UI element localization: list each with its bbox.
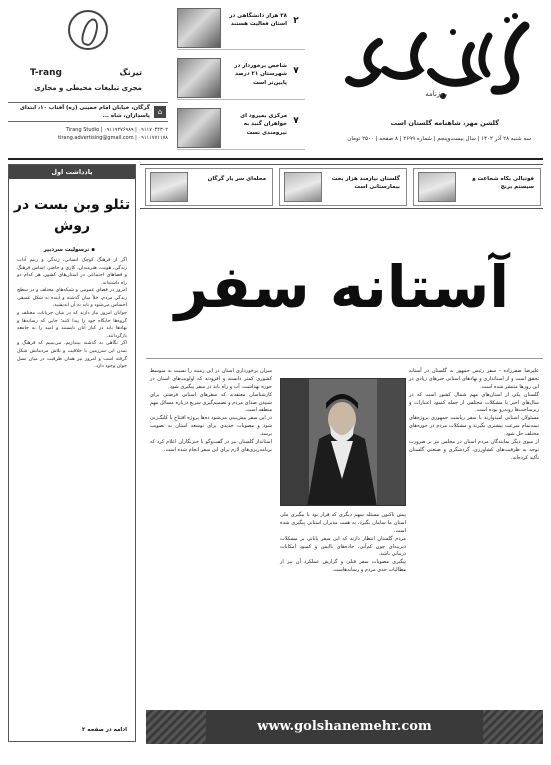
ad-address-text: گرگان، خیابان امام خمینی (ره) آفتاب ۱۰، ابتدای پاسداران، شاه ... [19, 105, 150, 119]
ad-contact [8, 126, 168, 142]
teaser-item[interactable] [177, 106, 305, 150]
ad-title: مجری تبلیغات محیطی و مجازی [34, 84, 142, 92]
newspaper-tagline: گلشن مهر، شاهنامه گلستان است [390, 119, 499, 127]
editorial-author: ▪ نرسولیت سردبیر [43, 247, 95, 253]
teaser-photo [177, 58, 221, 98]
teaser-page-number: ۲ [293, 16, 299, 26]
ad-brand-row [16, 68, 160, 82]
teaser-text: ۳۸ هزار دانشگاهی در استان فعالیت هستند [229, 13, 287, 28]
editorial-tag: یادداشت اول [9, 165, 135, 179]
article-column-middle: پیش تاکنون مسئله سهم دیگری که قرار بود با پیگیری ملی استان ما سامان بگیرد، به همت مدیران استانی پیگیری شده است. مردم گلستان انتظار دارند که این سفر پایانی بر مشکلات دیرینه‌ای چون کم‌آبی، جاده‌های ناایمن و کمبود امکانات درمانی باشد. پیگیری مصوبات سفر قبلی و گزارش عملکرد آن نیز از مطالبات جدی مردم و رسانه‌هاست. [280, 512, 406, 574]
teaser-item[interactable] [177, 56, 305, 100]
ad-contact-line: ۰۹۱۱۷۰۴۴۳۰۲ | ۰۹۱۱۹۲۷۶۹۸۹ | Tirang Studio [65, 127, 168, 133]
article-column-left: میزان برخورداری استان در این زمینه را نسبت به متوسط کشوری کمتر دانسته و افزودند که اولویت‌های استان در حوزه بهداشت، آب و راه باید در سفر پیگیری شود. کارشناسان معتقدند که سفرهای استانی فرصتی برای شنیدن صدای مردم و تصمیم‌گیری سریع درباره مسائل مهم منطقه است. در این سفر پیش‌بینی می‌شود ده‌ها پروژه افتتاح یا کلنگ‌زنی شود و مصوبات جدیدی برای توسعه استان به تصویب برسد. استاندار گلستان نیز در گفت‌وگو با خبرنگاران اعلام کرد که برنامه‌ریزی‌های لازم برای این سفر انجام شده است. [150, 368, 272, 453]
secondary-headline-box[interactable] [279, 168, 407, 206]
issue-info: سه شنبه ۲۸ آذر ۱۴۰۲ | سال بیست‌وپنجم | شماره ۲۶۹۹ | ۸ صفحه | ۲۵۰۰ تومان [347, 136, 531, 142]
president-photo-icon [280, 379, 405, 506]
teaser-page-number: ۷ [293, 116, 299, 126]
teaser-page-number: ۷ [293, 66, 299, 76]
advertisement-box[interactable] [8, 6, 168, 154]
header-divider [8, 158, 543, 160]
ad-contact-line: ۰۹۱۱۱۷۷۱۱۷۸ | tirang.advertising@gmail.com [58, 135, 168, 141]
secondary-headline-text: گلستان نیازمند هزار بخت بیمارستانی است [331, 176, 400, 191]
teaser-photo [177, 108, 221, 148]
secondary-headline-box[interactable] [145, 168, 273, 206]
tirang-logo-icon [68, 10, 108, 50]
ad-brand-fa: تیرنگ [119, 68, 142, 77]
footer-bar [146, 710, 543, 744]
secondary-headline-text: فوتبالی یکاه شجاعت و سیستم برنج [472, 176, 534, 191]
secondary-headline-text: محله‌ای سر یار گرگان [207, 176, 266, 182]
newspaper-kind: روزنامه [425, 90, 447, 98]
main-headline-area [150, 220, 540, 354]
article-photo [280, 378, 406, 506]
continue-link[interactable]: ادامه در صفحه ۲ [82, 727, 127, 733]
secondary-headlines [140, 164, 543, 209]
secondary-headline-box[interactable] [413, 168, 541, 206]
teaser-photo [177, 8, 221, 48]
ad-brand-en: T-rang [30, 68, 62, 78]
main-article [146, 362, 543, 708]
editorial-title[interactable]: تئلو وبن بست در روش [13, 197, 131, 234]
website-url[interactable]: www.golshanemehr.com [257, 719, 432, 734]
secondary-headline-photo [284, 172, 322, 202]
secondary-headline-photo [150, 172, 188, 202]
top-teasers [175, 6, 305, 154]
teaser-item[interactable] [177, 6, 305, 50]
editorial-body: اگر از فرهنگ کوچک انسانی، زندگی و ریتم آداب زندگی، هویت، هنرمندان، کاری و حاضر، اساس فرهنگ و فضاهای اجتماعی در استان‌های کشور، هر کدام دو راه داشته‌اند. امروز در فضای عمومی و شبکه‌های مختلف و در سطح زندگی مردم، خلأ میان گذشته و آینده به شکل عمیقی احساس می‌شود و باید به آن اندیشید. جوانان امروز نیاز دارند که در میان جریانات مختلف و گروه‌ها جایگاه خود را پیدا کنند؛ جایی که رسانه‌ها و نهادها باید در کنار آنان بایستند و امید را به جامعه بازگردانند. اگر نگاهی به گذشته بیندازیم، می‌بینیم که فرهنگ و تمدن این سرزمین با خلاقیت و تلاش مردمانش شکل گرفته است و امروز نیز همان ظرفیت در میان نسل جوان وجود دارد. [17, 258, 127, 370]
teaser-text: شاخص برخوردار در شهرستان ۲۱ درصد پایین‌تر است [234, 63, 287, 86]
main-headline[interactable]: آستانه سفر [174, 253, 510, 321]
editorial-sidebar [8, 164, 136, 742]
article-column-right: علیرضا صفرزاده - سفر رئیس جمهور به گلستان در آستانه تحقق است و از استانداری و نهادهای استانی خبرهای زیادی در این روزها منتشر شده است. گلستان یکی از استان‌های مهم شمال کشور است که در سال‌های اخیر با مشکلات مختلفی از جمله کمبود اعتبارات و زیرساخت‌ها روبه‌رو بوده است. مسئولان استانی امیدوارند با سفر ریاست جمهوری پروژه‌های نیمه‌تمام سرعت بیشتری بگیرند و مشکلات مردم در حوزه‌های مختلف حل شود. از سوی دیگر نمایندگان مردم استان در مجلس نیز بر ضرورت توجه به ظرفیت‌های کشاورزی، گردشگری و صنعتی گلستان تأکید کرده‌اند. [409, 368, 539, 461]
location-icon: ⌂ [154, 106, 166, 118]
headline-divider [146, 358, 543, 359]
ad-address [8, 102, 168, 122]
teaser-text: مرکزی بمیرود ای خواهران گنبد به نیرومندی تست [240, 113, 287, 136]
secondary-headline-photo [418, 172, 456, 202]
